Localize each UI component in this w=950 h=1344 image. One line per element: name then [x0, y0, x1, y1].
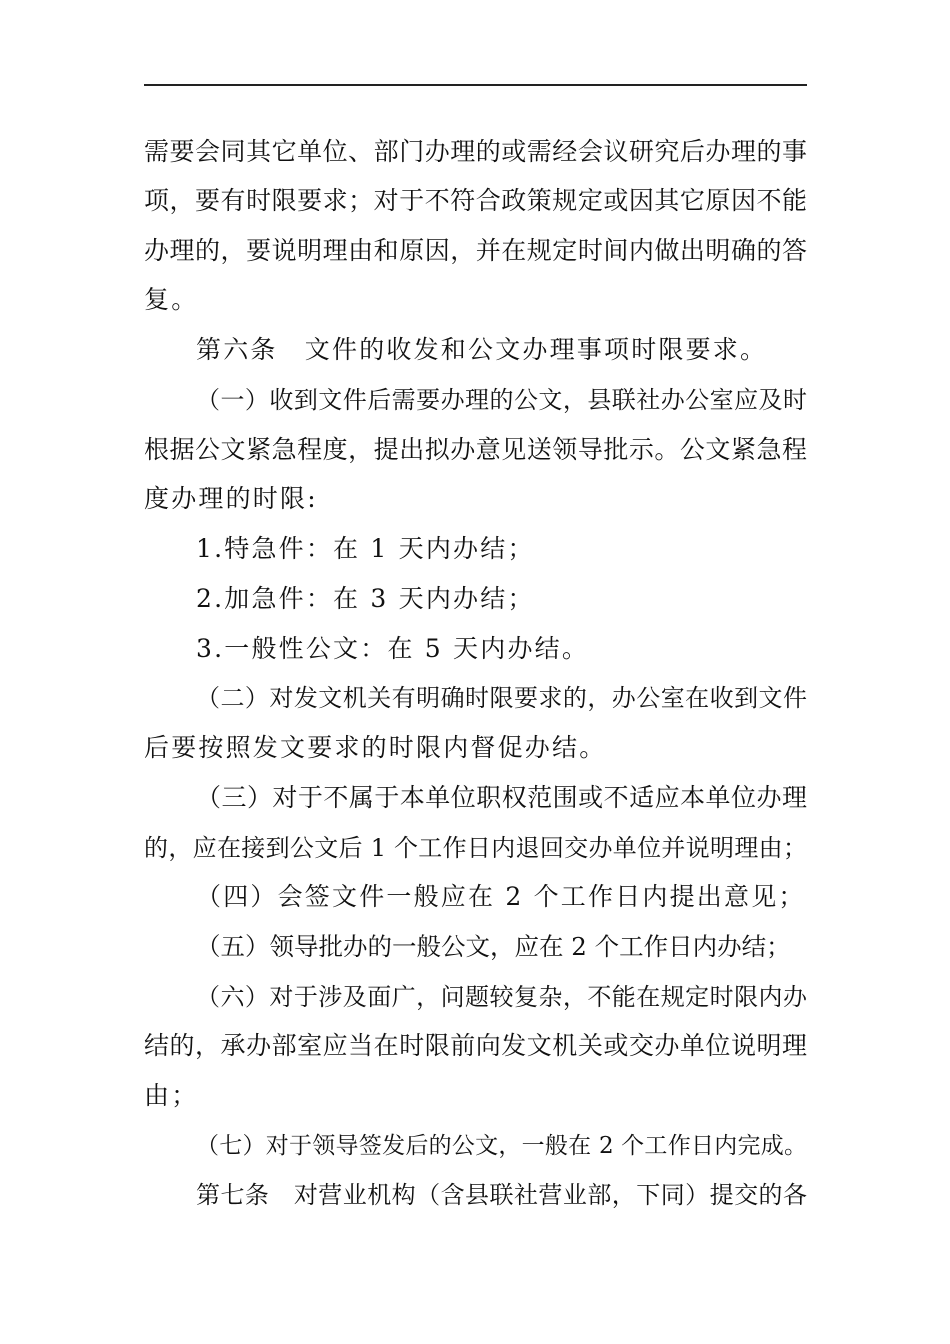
- list-item: 1.特急件：在 1 天内办结；: [196, 534, 535, 563]
- article-heading: 第七条 对营业机构（含县联社营业部，下同）提交的各: [196, 1181, 807, 1209]
- text-line: 度办理的时限:: [144, 484, 318, 513]
- text-line: 需要会同其它单位、部门办理的或需经会议研究后办理的事: [144, 137, 807, 166]
- text-line: （三）对于不属于本单位职权范围或不适应本单位办理: [196, 783, 807, 812]
- text-line: （六）对于涉及面广，问题较复杂，不能在规定时限内办: [196, 983, 807, 1011]
- text-line: 根据公文紧急程度，提出拟办意见送领导批示。公文紧急程: [144, 435, 807, 464]
- article-heading: 第六条 文件的收发和公文办理事项时限要求。: [196, 335, 768, 364]
- text-line: 的，应在接到公文后 1 个工作日内退回交办单位并说明理由；: [144, 834, 807, 862]
- list-item: 3.一般性公文：在 5 天内办结。: [196, 634, 590, 663]
- text-line: 结的，承办部室应当在时限前向发文机关或交办单位说明理: [144, 1031, 807, 1060]
- text-line: （五）领导批办的一般公文，应在 2 个工作日内办结；: [196, 932, 791, 961]
- header-rule: [144, 84, 807, 86]
- text-line: 办理的，要说明理由和原因，并在规定时间内做出明确的答: [144, 236, 807, 265]
- list-item: 2.加急件：在 3 天内办结；: [196, 584, 535, 613]
- text-line: （一）收到文件后需要办理的公文，县联社办公室应及时: [196, 386, 807, 414]
- text-line: （四）会签文件一般应在 2 个工作日内提出意见；: [196, 882, 806, 911]
- text-line: 后要按照发文要求的时限内督促办结。: [144, 733, 607, 762]
- text-line: 复。: [144, 285, 199, 314]
- text-line: 项，要有时限要求；对于不符合政策规定或因其它原因不能: [144, 186, 807, 215]
- text-line: （七）对于领导签发后的公文，一般在 2 个工作日内完成。: [196, 1133, 807, 1159]
- text-line: 由；: [144, 1081, 199, 1110]
- text-line: （二）对发文机关有明确时限要求的，办公室在收到文件: [196, 684, 807, 712]
